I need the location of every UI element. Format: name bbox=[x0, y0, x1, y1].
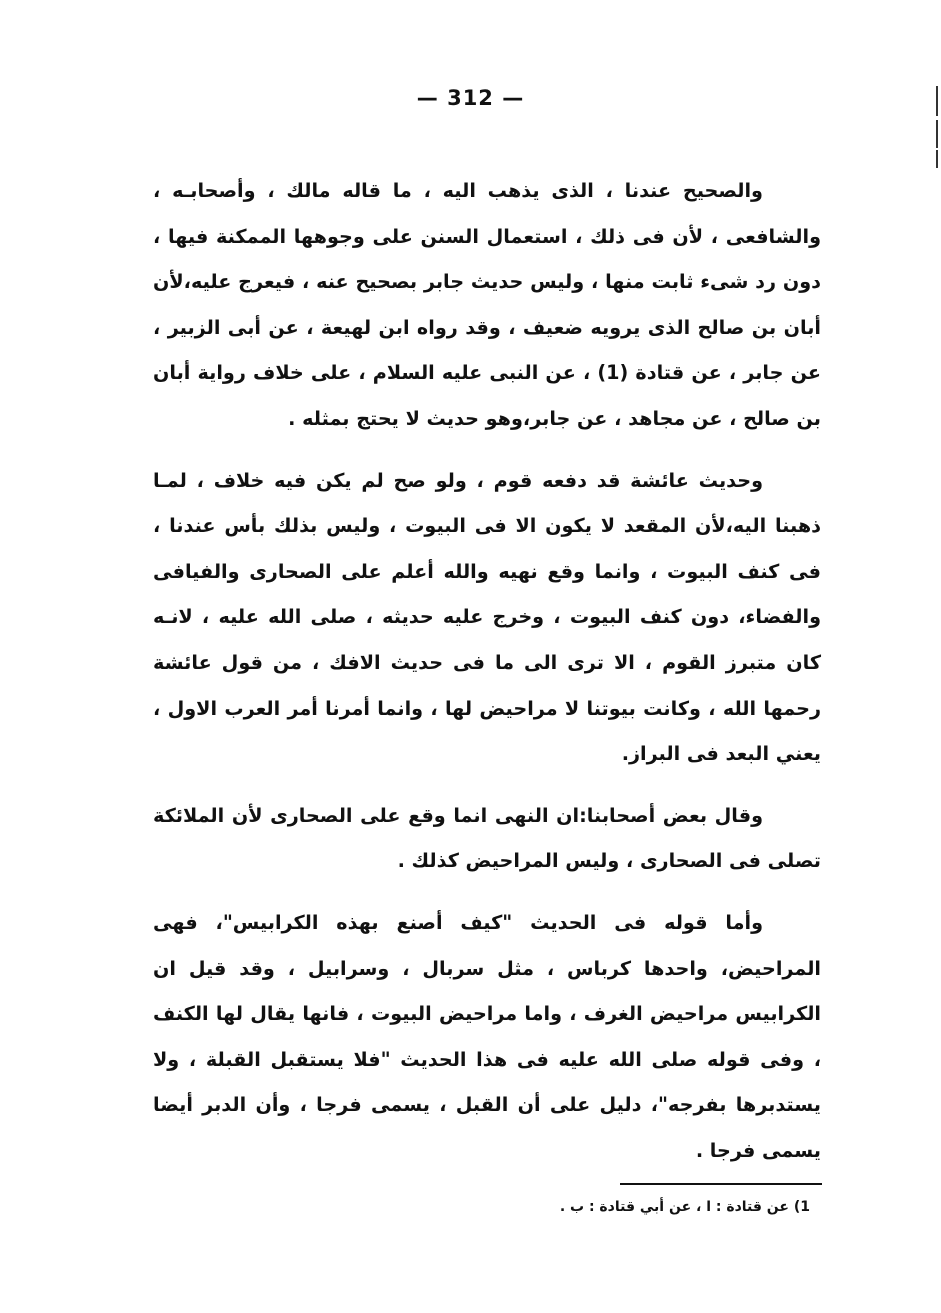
main-text bbox=[153, 168, 821, 1173]
paragraph: وحديث عائشة قد دفعه قوم ، ولو صح لم يكن فيه خلاف ، لمـا ذهبنا اليه،لأن المقعد لا يكون الا فى البيوت ، وليس بذلك بأس عندنا ، فى كنف البيوت ، وانما وقع نهيه والله أعلم على الصحارى والفيافى والفضاء، دون كنف البيوت ، وخرج عليه حديثه ، صلى الله عليه ، لانـه كان متبرز القوم ، الا ترى الى ما فى حديث الافك ، من قول عائشة رحمها الله ، وكانت بيوتنا لا مراحيض لها ، وانما أمرنا أمر العرب الاول ، يعني البعد فى البراز. bbox=[153, 468, 821, 766]
scan-edge-mark bbox=[936, 86, 938, 116]
footnote: 1) عن قتادة : ا ، عن أبي قتادة : ب . bbox=[559, 1199, 810, 1215]
scan-edge-mark bbox=[936, 120, 938, 148]
page-number: — 312 — bbox=[416, 86, 525, 110]
paragraph: وأما قوله فى الحديث "كيف أصنع بهذه الكرابيس"، فهى المراحيض، واحدها كرباس ، مثل سربال ، وسرابيل ، وقد قيل ان الكرابيس مراحيض الغرف ، واما مراحيض البيوت ، فانها يقال لها الكنف ، وفى قوله صلى الله عليه فى هذا الحديث "فلا يستقبل القبلة ، ولا يستدبرها بفرجه"، دليل على أن القبل ، يسمى فرجا ، وأن الدبر أيضا يسمى فرجا . bbox=[153, 910, 821, 1162]
footnote-divider bbox=[620, 1183, 822, 1185]
paragraph: والصحيح عندنا ، الذى يذهب اليه ، ما قاله مالك ، وأصحابـه ، والشافعى ، لأن فى ذلك ، استعمال السنن على وجوهها الممكنة فيها ، دون رد شىء ثابت منها ، وليس حديث جابر بصحيح عنه ، فيعرج عليه،لأن أبان بن صالح الذى يرويه ضعيف ، وقد رواه ابن لهيعة ، عن أبى الزبير ، عن جابر ، عن قتادة (1) ، عن النبى عليه السلام ، على خلاف رواية أبان بن صالح ، عن مجاهد ، عن جابر،وهو حديث لا يحتج بمثله . bbox=[153, 179, 821, 430]
scan-edge-mark bbox=[936, 150, 938, 168]
paragraph: وقال بعض أصحابنا:ان النهى انما وقع على الصحارى لأن الملائكة تصلى فى الصحارى ، وليس المراحيض كذلك . bbox=[153, 803, 821, 873]
